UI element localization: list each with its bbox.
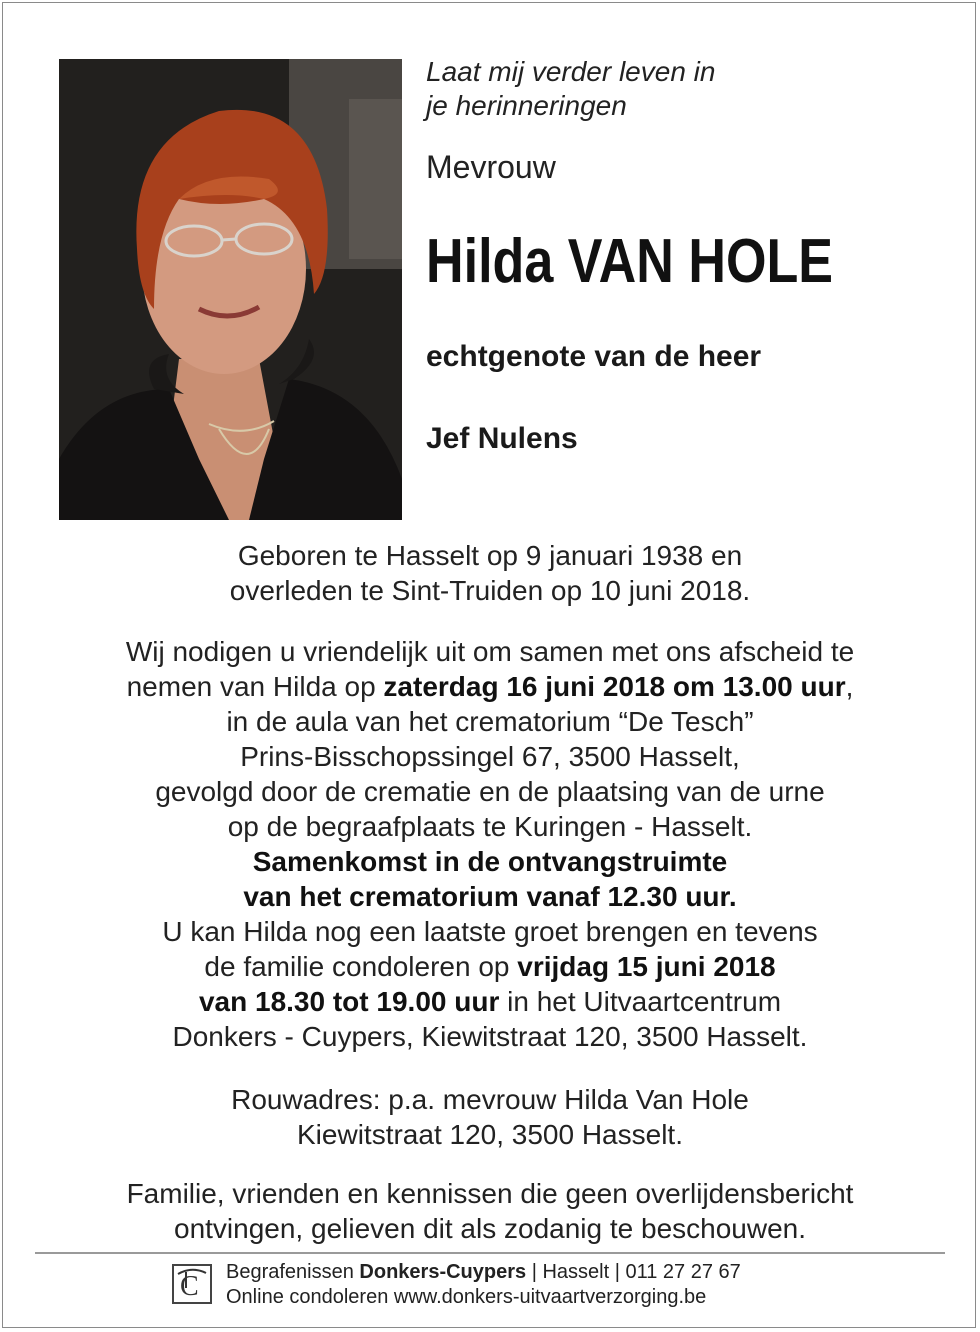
family-notice — [40, 1176, 940, 1246]
address-line: Kiewitstraat 120, 3500 Hasselt. — [297, 1119, 683, 1150]
birth-death-info — [40, 538, 940, 608]
visitation-date: vrijdag 15 juni 2018 — [517, 951, 776, 982]
visitation-time: van 18.30 tot 19.00 uur — [198, 986, 500, 1017]
gathering-line: van het crematorium vanaf 12.30 uur. — [243, 881, 737, 912]
invitation-line: de familie condoleren op vrijdag 15 juni 2018 — [204, 951, 776, 982]
honorific: Mevrouw — [426, 149, 556, 185]
spouse-intro: echtgenote van de heer — [426, 340, 762, 373]
footer-text — [226, 1260, 741, 1310]
quote-line-2: je herinneringen — [426, 90, 627, 121]
deceased-name: Hilda VAN HOLE — [426, 227, 834, 296]
invitation-line: Donkers - Cuypers, Kiewitstraat 120, 3500 Hasselt. — [172, 1021, 808, 1052]
birth-line: Geboren te Hasselt op 9 januari 1938 en — [237, 540, 743, 571]
footer-condolence-line: Online condoleren www.donkers-uitvaartverzorging.be — [226, 1286, 707, 1308]
mourning-address — [40, 1082, 940, 1152]
footer — [168, 1260, 868, 1310]
invitation-line: Wij nodigen u vriendelijk uit om samen met ons afscheid te — [125, 636, 855, 667]
quote-line-1: Laat mij verder leven in — [426, 56, 716, 87]
address-line: Rouwadres: p.a. mevrouw Hilda Van Hole — [231, 1084, 749, 1115]
spouse-name: Jef Nulens — [426, 422, 578, 455]
invitation-line: Prins-Bisschopssingel 67, 3500 Hasselt, — [240, 741, 740, 772]
invitation-line: in de aula van het crematorium “De Tesch” — [226, 706, 754, 737]
svg-text:C: C — [180, 1271, 199, 1302]
memorial-quote — [426, 55, 946, 123]
portrait-photo — [59, 59, 402, 520]
invitation-line: op de begraafplaats te Kuringen - Hasselt. — [227, 811, 753, 842]
ceremony-datetime: zaterdag 16 juni 2018 om 13.00 uur — [383, 671, 846, 702]
death-line: overleden te Sint-Truiden op 10 juni 2018. — [229, 575, 751, 606]
invitation-line: nemen van Hilda op zaterdag 16 juni 2018 om 13.00 uur, — [126, 671, 854, 702]
company-phone: 011 27 27 67 — [625, 1261, 741, 1283]
footer-company-line: Begrafenissen Donkers-Cuypers | Hasselt | 011 27 27 67 — [226, 1261, 741, 1283]
company-name: Donkers-Cuypers — [359, 1261, 527, 1283]
footer-divider — [35, 1252, 945, 1254]
invitation-line: gevolgd door de crematie en de plaatsing van de urne — [155, 776, 825, 807]
notice-line: Familie, vrienden en kennissen die geen overlijdensbericht — [126, 1178, 854, 1209]
ceremony-invitation — [40, 634, 940, 1054]
invitation-line: U kan Hilda nog een laatste groet brengen en tevens — [162, 916, 818, 947]
company-city: Hasselt — [542, 1261, 610, 1283]
invitation-line: van 18.30 tot 19.00 uur in het Uitvaartcentrum — [198, 986, 782, 1017]
gathering-line: Samenkomst in de ontvangstruimte — [252, 846, 728, 877]
funeral-home-logo-icon — [172, 1264, 212, 1304]
notice-line: ontvingen, gelieven dit als zodanig te beschouwen. — [174, 1213, 806, 1244]
